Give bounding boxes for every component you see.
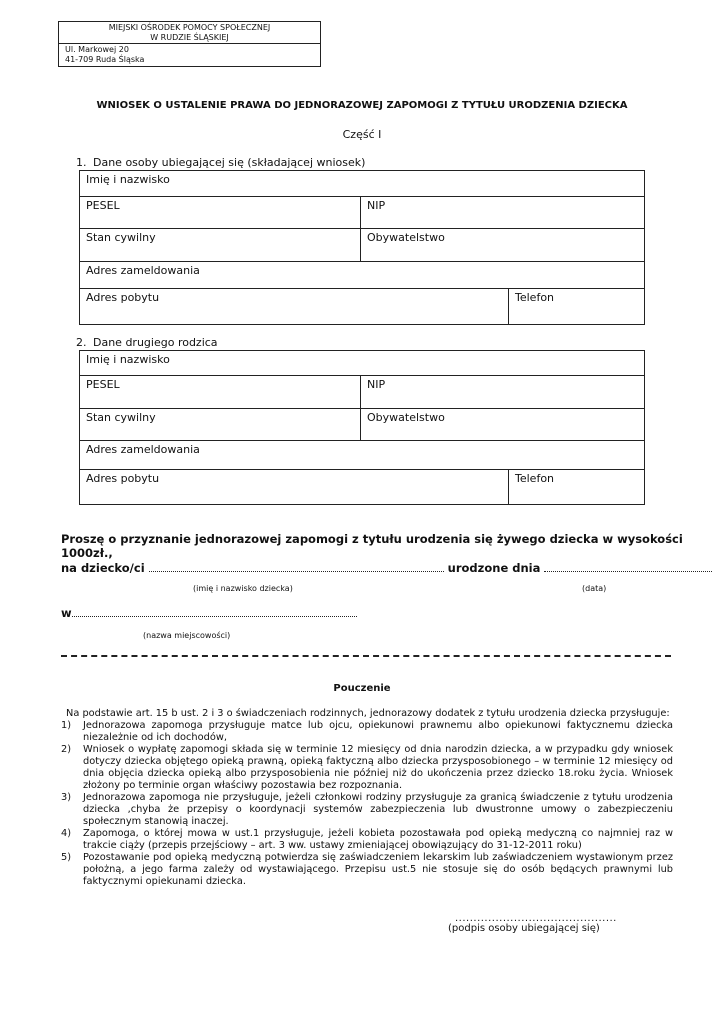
- parent2-name-field[interactable]: [80, 351, 645, 376]
- applicant-data-table: [79, 170, 645, 325]
- child-prefix: na dziecko/ci: [61, 561, 145, 575]
- instructions-body: [61, 708, 673, 888]
- parent2-citizenship-label: Obywatelstwo: [367, 411, 445, 424]
- instruction-item: [61, 744, 673, 792]
- place-input[interactable]: [72, 607, 357, 617]
- applicant-name-label: Imię i nazwisko: [86, 173, 170, 186]
- instruction-text: Zapomoga, o której mowa w ust.1 przysługuje, jeżeli kobieta pozostawała pod opieką medyczną co najmniej raz w trakcie ciąży (przepis przejściowy – art. 3 ww. ustawy zmieniającej obowiązujący do 31-12-2011 roku): [83, 828, 673, 851]
- parent2-pesel-label: PESEL: [86, 378, 120, 391]
- institution-header-box: [58, 21, 321, 67]
- parent2-civil-status-field[interactable]: [80, 409, 361, 441]
- place-hint: (nazwa miejscowości): [143, 631, 231, 640]
- part-label: Część I: [342, 128, 382, 141]
- instruction-item: [61, 720, 673, 744]
- instruction-number: 3): [61, 792, 72, 803]
- child-name-input[interactable]: [149, 562, 444, 572]
- second-parent-data-table: [79, 350, 645, 505]
- section2-heading: [76, 336, 218, 349]
- section1-title: Dane osoby ubiegającej się (składającej wniosek): [93, 156, 366, 169]
- request-statement: Proszę o przyznanie jednorazowej zapomogi z tytułu urodzenia się żywego dziecka w wysokości 1000zł.,: [61, 532, 683, 560]
- signature-line[interactable]: ............................................: [455, 913, 617, 924]
- applicant-citizenship-field[interactable]: [361, 229, 645, 262]
- section1-number: 1.: [76, 156, 87, 169]
- instruction-item: [61, 792, 673, 828]
- birth-date-input[interactable]: [544, 562, 712, 572]
- applicant-civil-status-field[interactable]: [80, 229, 361, 262]
- place-prefix: w: [61, 606, 72, 620]
- parent2-phone-field[interactable]: [509, 470, 645, 505]
- parent2-nip-label: NIP: [367, 378, 386, 391]
- parent2-citizenship-field[interactable]: [361, 409, 645, 441]
- instruction-text: Pozostawanie pod opieką medyczną potwierdza się zaświadczeniem lekarskim lub zaświadczeniem wystawionym przez położną, a jego farma zależy od wystawiającego. Przepisu ust.5 nie stosuje się do osób będących prawnymi lub faktycznymi opiekunami dziecka.: [83, 852, 673, 887]
- applicant-pesel-field[interactable]: [80, 197, 361, 229]
- instruction-item: [61, 828, 673, 852]
- signature-label: (podpis osoby ubiegającej się): [448, 923, 600, 934]
- applicant-pesel-label: PESEL: [86, 199, 120, 212]
- parent2-pesel-field[interactable]: [80, 376, 361, 409]
- instruction-text: Jednorazowa zapomoga nie przysługuje, jeżeli członkowi rodziny przysługuje za granicą świadczenie z tytułu urodzenia dziecka ,chyba że przepisy o koordynacji systemów zabezpieczenia lub dwustronne umowy o zabezpieczeniu społecznym stanowią inaczej.: [83, 792, 673, 827]
- parent2-name-label: Imię i nazwisko: [86, 353, 170, 366]
- applicant-registered-address-label: Adres zameldowania: [86, 264, 200, 277]
- applicant-registered-address-field[interactable]: [80, 262, 645, 289]
- applicant-name-field[interactable]: [80, 171, 645, 197]
- parent2-nip-field[interactable]: [361, 376, 645, 409]
- section2-number: 2.: [76, 336, 87, 349]
- instruction-number: 1): [61, 720, 72, 731]
- applicant-nip-field[interactable]: [361, 197, 645, 229]
- institution-address: [59, 44, 320, 65]
- applicant-residence-address-label: Adres pobytu: [86, 291, 160, 304]
- instruction-number: 4): [61, 828, 72, 839]
- dashed-separator: [61, 655, 671, 657]
- applicant-phone-label: Telefon: [515, 291, 555, 304]
- parent2-residence-address-label: Adres pobytu: [86, 472, 160, 485]
- institution-name: [59, 22, 320, 44]
- child-line: [61, 561, 712, 575]
- instruction-number: 2): [61, 744, 72, 755]
- parent2-phone-label: Telefon: [515, 472, 555, 485]
- applicant-phone-field[interactable]: [509, 289, 645, 325]
- applicant-civil-status-label: Stan cywilny: [86, 231, 156, 244]
- applicant-nip-label: NIP: [367, 199, 386, 212]
- parent2-civil-status-label: Stan cywilny: [86, 411, 156, 424]
- child-name-hint: (imię i nazwisko dziecka): [193, 584, 293, 593]
- institution-street: Ul. Markowej 20: [65, 45, 129, 54]
- applicant-residence-address-field[interactable]: [80, 289, 509, 325]
- parent2-residence-address-field[interactable]: [80, 470, 509, 505]
- instruction-text: Jednorazowa zapomoga przysługuje matce lub ojcu, opiekunowi prawnemu albo opiekunowi faktycznemu dziecka niezależnie od ich dochodów,: [83, 720, 673, 743]
- applicant-citizenship-label: Obywatelstwo: [367, 231, 445, 244]
- parent2-registered-address-label: Adres zameldowania: [86, 443, 200, 456]
- date-hint: (data): [582, 584, 607, 593]
- instruction-number: 5): [61, 852, 72, 863]
- document-title: WNIOSEK O USTALENIE PRAWA DO JEDNORAZOWEJ ZAPOMOGI Z TYTUŁU URODZENIA DZIECKA: [96, 100, 628, 111]
- born-date-label: urodzone dnia: [447, 561, 541, 575]
- instruction-item: [61, 852, 673, 888]
- institution-name-line1: MIEJSKI OŚRODEK POMOCY SPOŁECZNEJ: [108, 23, 271, 32]
- instruction-text: Wniosek o wypłatę zapomogi składa się w terminie 12 miesięcy od dnia narodzin dziecka, a w przypadku gdy wniosek dotyczy dziecka objętego opieką prawną, opieką faktyczną albo dziecka przysposobionego – w terminie 12 miesięcy od dnia objęcia dziecka opieką albo przysposobienia nie później niż do ukończenia przez dziecko 18.roku życia. Wniosek złożony po terminie organ właściwy pozostawia bez rozpoznania.: [83, 744, 673, 791]
- place-line: [61, 606, 357, 620]
- parent2-registered-address-field[interactable]: [80, 441, 645, 470]
- institution-city: 41-709 Ruda Śląska: [65, 55, 145, 64]
- section1-heading: [76, 156, 365, 169]
- instructions-intro: Na podstawie art. 15 b ust. 2 i 3 o świadczeniach rodzinnych, jednorazowy dodatek z tytułu urodzenia dziecka przysługuje:: [66, 708, 670, 719]
- institution-name-line2: W RUDZIE ŚLĄSKIEJ: [150, 33, 229, 42]
- instructions-list: [61, 720, 673, 888]
- instructions-title: Pouczenie: [333, 683, 391, 694]
- section2-title: Dane drugiego rodzica: [93, 336, 218, 349]
